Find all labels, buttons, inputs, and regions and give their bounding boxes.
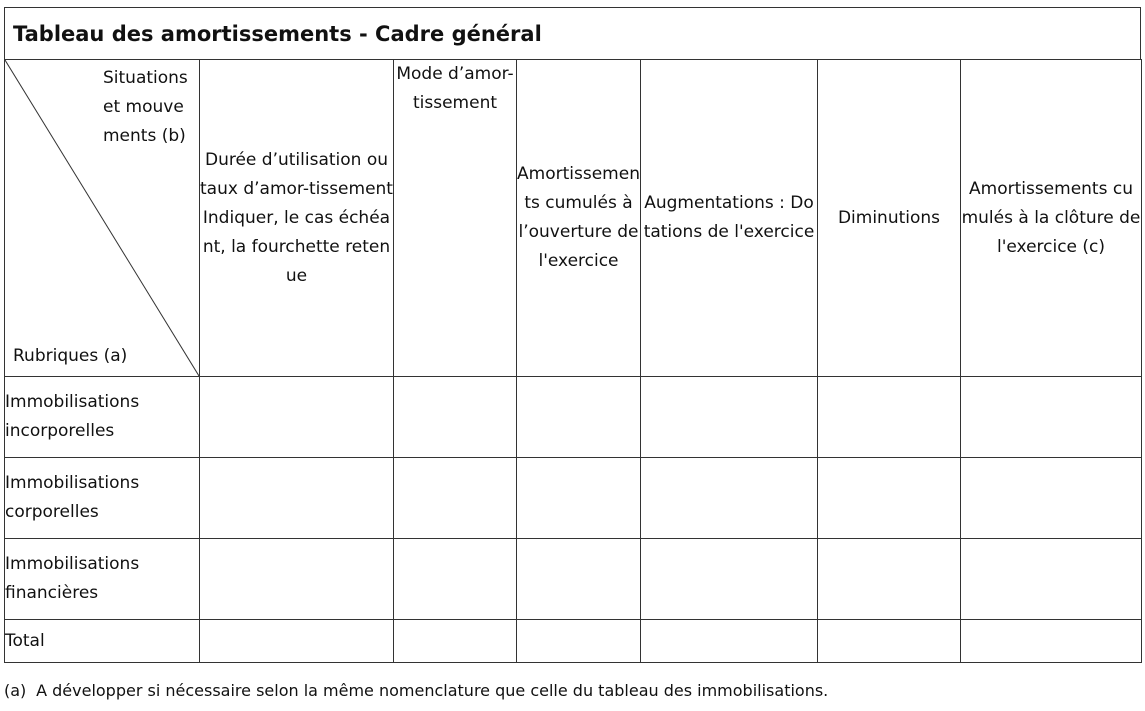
duration-label: Durée d’utilisation ou taux d’amor-tissement	[200, 149, 393, 199]
table-cell[interactable]	[517, 539, 641, 620]
amortization-table-sheet	[4, 7, 1141, 663]
table-cell[interactable]	[818, 377, 961, 458]
table-title: Tableau des amortissements - Cadre général	[4, 7, 1141, 59]
table-cell[interactable]	[641, 620, 818, 663]
table-cell[interactable]	[200, 539, 394, 620]
rubriques-label: Rubriques (a)	[13, 346, 128, 366]
header-row	[5, 60, 1142, 377]
footnote-text: A développer si nécessaire selon la même nomenclature que celle du tableau des immobilisations.	[36, 681, 829, 700]
table-cell[interactable]	[517, 458, 641, 539]
table-cell[interactable]	[394, 539, 517, 620]
row-label-intangible: Immobilisations incorporelles	[5, 377, 200, 458]
situations-mouvements-label: Situations et mouvements (b)	[103, 68, 188, 146]
amortization-table	[4, 59, 1142, 663]
table-row	[5, 539, 1142, 620]
table-row	[5, 377, 1142, 458]
table-cell[interactable]	[818, 458, 961, 539]
col-header-increases: Augmentations : Dotations de l'exercice	[641, 60, 818, 377]
row-label-financial: Immobilisations financières	[5, 539, 200, 620]
table-cell[interactable]	[394, 458, 517, 539]
duration-note: Indiquer, le cas échéant, la fourchette retenue	[202, 207, 391, 286]
table-row-total	[5, 620, 1142, 663]
col-header-closing: Amortissements cumulés à la clôture de l'exercice (c)	[961, 60, 1142, 377]
table-cell[interactable]	[394, 620, 517, 663]
table-cell[interactable]	[961, 377, 1142, 458]
corner-header-cell	[5, 60, 200, 377]
table-cell[interactable]	[517, 377, 641, 458]
col-header-decreases: Diminutions	[818, 60, 961, 377]
col-header-duration	[200, 60, 394, 377]
table-cell[interactable]	[200, 620, 394, 663]
col-header-mode: Mode d’amor-tissement	[394, 60, 517, 377]
table-cell[interactable]	[641, 458, 818, 539]
table-cell[interactable]	[641, 539, 818, 620]
table-cell[interactable]	[961, 458, 1142, 539]
footnote	[4, 681, 828, 700]
table-cell[interactable]	[641, 377, 818, 458]
table-row	[5, 458, 1142, 539]
table-cell[interactable]	[200, 377, 394, 458]
table-cell[interactable]	[818, 539, 961, 620]
table-cell[interactable]	[818, 620, 961, 663]
table-cell[interactable]	[394, 377, 517, 458]
footnote-marker: (a)	[4, 681, 27, 700]
table-cell[interactable]	[961, 620, 1142, 663]
row-label-tangible: Immobilisations corporelles	[5, 458, 200, 539]
table-cell[interactable]	[517, 620, 641, 663]
table-cell[interactable]	[961, 539, 1142, 620]
table-cell[interactable]	[200, 458, 394, 539]
col-header-opening: Amortissements cumulés à l’ouverture de l'exercice	[517, 60, 641, 377]
row-label-total: Total	[5, 620, 200, 663]
